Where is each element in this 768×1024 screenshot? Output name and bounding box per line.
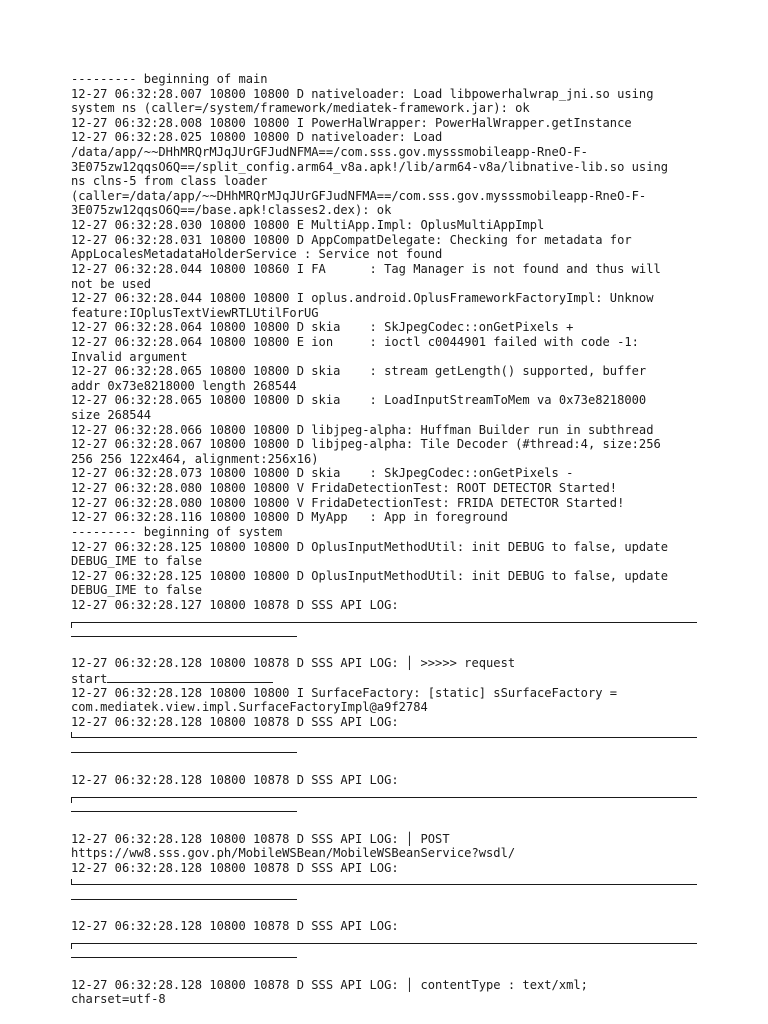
- log-line-text: start: [71, 672, 108, 686]
- box-bottom-border: [71, 876, 701, 905]
- log-line: 12-27 06:32:28.125 10800 10800 D OplusInputMethodUtil: init DEBUG to false, update: [71, 568, 669, 583]
- box-rule-short: [71, 899, 297, 900]
- box-rule-short: [71, 811, 297, 812]
- log-line: 12-27 06:32:28.067 10800 10800 D libjpeg-alpha: Tile Decoder (#thread:4, size:256: [71, 437, 661, 452]
- box-rule-long: [71, 797, 697, 798]
- log-line: 3E075zw12qqsO6Q==/split_config.arm64_v8a.apk!/lib/arm64-v8a/libnative-lib.so using: [71, 159, 669, 174]
- log-line: system ns (caller=/system/framework/mediatek-framework.jar): ok: [71, 101, 530, 116]
- log-line: 12-27 06:32:28.128 10800 10878 D SSS API LOG: │ >>>>> request: [71, 656, 516, 671]
- log-line: 12-27 06:32:28.044 10800 10800 I oplus.android.OplusFrameworkFactoryImpl: Unknow: [71, 291, 654, 306]
- box-rule-short: [71, 636, 297, 637]
- log-line: addr 0x73e8218000 length 268544: [71, 378, 297, 393]
- log-line: /data/app/~~DHhMRQrMJqJUrGFJudNFMA==/com.sss.gov.mysssmobileapp-RneO-F-: [71, 145, 588, 160]
- log-section-header-main: --------- beginning of main: [71, 72, 268, 86]
- log-line: 12-27 06:32:28.128 10800 10878 D SSS API LOG:: [71, 773, 399, 788]
- log-line: DEBUG_IME to false: [71, 583, 203, 598]
- log-line: 3E075zw12qqsO6Q==/base.apk!classes2.dex): ok: [71, 203, 392, 218]
- log-line: 12-27 06:32:28.025 10800 10800 D nativeloader: Load: [71, 130, 443, 145]
- box-bottom-border: [71, 729, 701, 758]
- log-line: 12-27 06:32:28.064 10800 10800 D skia : SkJpegCodec::onGetPixels +: [71, 320, 574, 335]
- blank-line: [71, 759, 701, 774]
- log-line: 12-27 06:32:28.008 10800 10800 I PowerHalWrapper: PowerHalWrapper.getInstance: [71, 115, 632, 130]
- log-line-url: https://ww8.sss.gov.ph/MobileWSBean/MobileWSBeanService?wsdl/: [71, 846, 516, 861]
- log-line: 12-27 06:32:28.080 10800 10800 V FridaDetectionTest: FRIDA DETECTOR Started!: [71, 495, 625, 510]
- log-line: 12-27 06:32:28.031 10800 10800 D AppCompatDelegate: Checking for metadata for: [71, 232, 632, 247]
- log-line: 12-27 06:32:28.044 10800 10860 I FA : Tag Manager is not found and thus will: [71, 261, 661, 276]
- box-rule-long: [71, 622, 697, 623]
- log-line: Invalid argument: [71, 349, 188, 364]
- log-line: 256 256 122x464, alignment:256x16): [71, 451, 319, 466]
- box-rule-short: [71, 752, 297, 753]
- log-line: charset=utf-8: [71, 992, 166, 1007]
- blank-line: [71, 905, 701, 920]
- box-top-border: [71, 788, 701, 817]
- log-line: 12-27 06:32:28.080 10800 10800 V FridaDetectionTest: ROOT DETECTOR Started!: [71, 481, 618, 496]
- log-line: (caller=/data/app/~~DHhMRQrMJqJUrGFJudNFMA==/com.sss.gov.mysssmobileapp-RneO-F-: [71, 188, 647, 203]
- log-line: 12-27 06:32:28.065 10800 10800 D skia : stream getLength() supported, buffer: [71, 364, 647, 379]
- box-rule-long: [71, 737, 697, 738]
- log-line: 12-27 06:32:28.073 10800 10800 D skia : SkJpegCodec::onGetPixels -: [71, 466, 574, 481]
- log-line: 12-27 06:32:28.128 10800 10878 D SSS API LOG:: [71, 860, 399, 875]
- log-line: com.mediatek.view.impl.SurfaceFactoryImpl@a9f2784: [71, 700, 428, 715]
- blank-line: [71, 963, 701, 978]
- box-rule-long: [71, 884, 697, 885]
- logcat-document: [71, 72, 701, 1007]
- log-line: not be used: [71, 276, 152, 291]
- log-line: 12-27 06:32:28.065 10800 10800 D skia : LoadInputStreamToMem va 0x73e8218000: [71, 393, 647, 408]
- log-line: 12-27 06:32:28.127 10800 10878 D SSS API LOG:: [71, 597, 399, 612]
- log-line: DEBUG_IME to false: [71, 554, 203, 569]
- underline-rule: [107, 671, 273, 683]
- log-line: 12-27 06:32:28.125 10800 10800 D OplusInputMethodUtil: init DEBUG to false, update: [71, 539, 669, 554]
- log-line: 12-27 06:32:28.030 10800 10800 E MultiApp.Impl: OplusMultiAppImpl: [71, 218, 545, 233]
- blank-line: [71, 642, 701, 657]
- log-line: size 268544: [71, 408, 152, 423]
- log-line: AppLocalesMetadataHolderService : Service not found: [71, 247, 443, 262]
- log-line: feature:IOplusTextViewRTLUtilForUG: [71, 305, 319, 320]
- log-line: 12-27 06:32:28.064 10800 10800 E ion : ioctl c0044901 failed with code -1:: [71, 334, 639, 349]
- log-line: ns clns-5 from class loader: [71, 174, 268, 189]
- log-line: 12-27 06:32:28.066 10800 10800 D libjpeg-alpha: Huffman Builder run in subthread: [71, 422, 654, 437]
- blank-line: [71, 817, 701, 832]
- log-line: 12-27 06:32:28.007 10800 10800 D nativeloader: Load libpowerhalwrap_jni.so using: [71, 86, 654, 101]
- log-line: 12-27 06:32:28.128 10800 10878 D SSS API LOG:: [71, 919, 399, 934]
- box-top-border: [71, 934, 701, 963]
- log-line-with-underline: [71, 671, 701, 686]
- log-line: 12-27 06:32:28.128 10800 10878 D SSS API LOG:: [71, 714, 399, 729]
- box-rule-short: [71, 957, 297, 958]
- box-rule-long: [71, 943, 697, 944]
- box-top-border: [71, 613, 701, 642]
- log-line: 12-27 06:32:28.128 10800 10878 D SSS API LOG: │ contentType : text/xml;: [71, 977, 588, 992]
- log-line: 12-27 06:32:28.128 10800 10800 I SurfaceFactory: [static] sSurfaceFactory =: [71, 685, 618, 700]
- log-line: 12-27 06:32:28.128 10800 10878 D SSS API LOG: │ POST: [71, 831, 450, 846]
- log-section-header-system: --------- beginning of system: [71, 524, 283, 539]
- log-line: 12-27 06:32:28.116 10800 10800 D MyApp : App in foreground: [71, 510, 508, 525]
